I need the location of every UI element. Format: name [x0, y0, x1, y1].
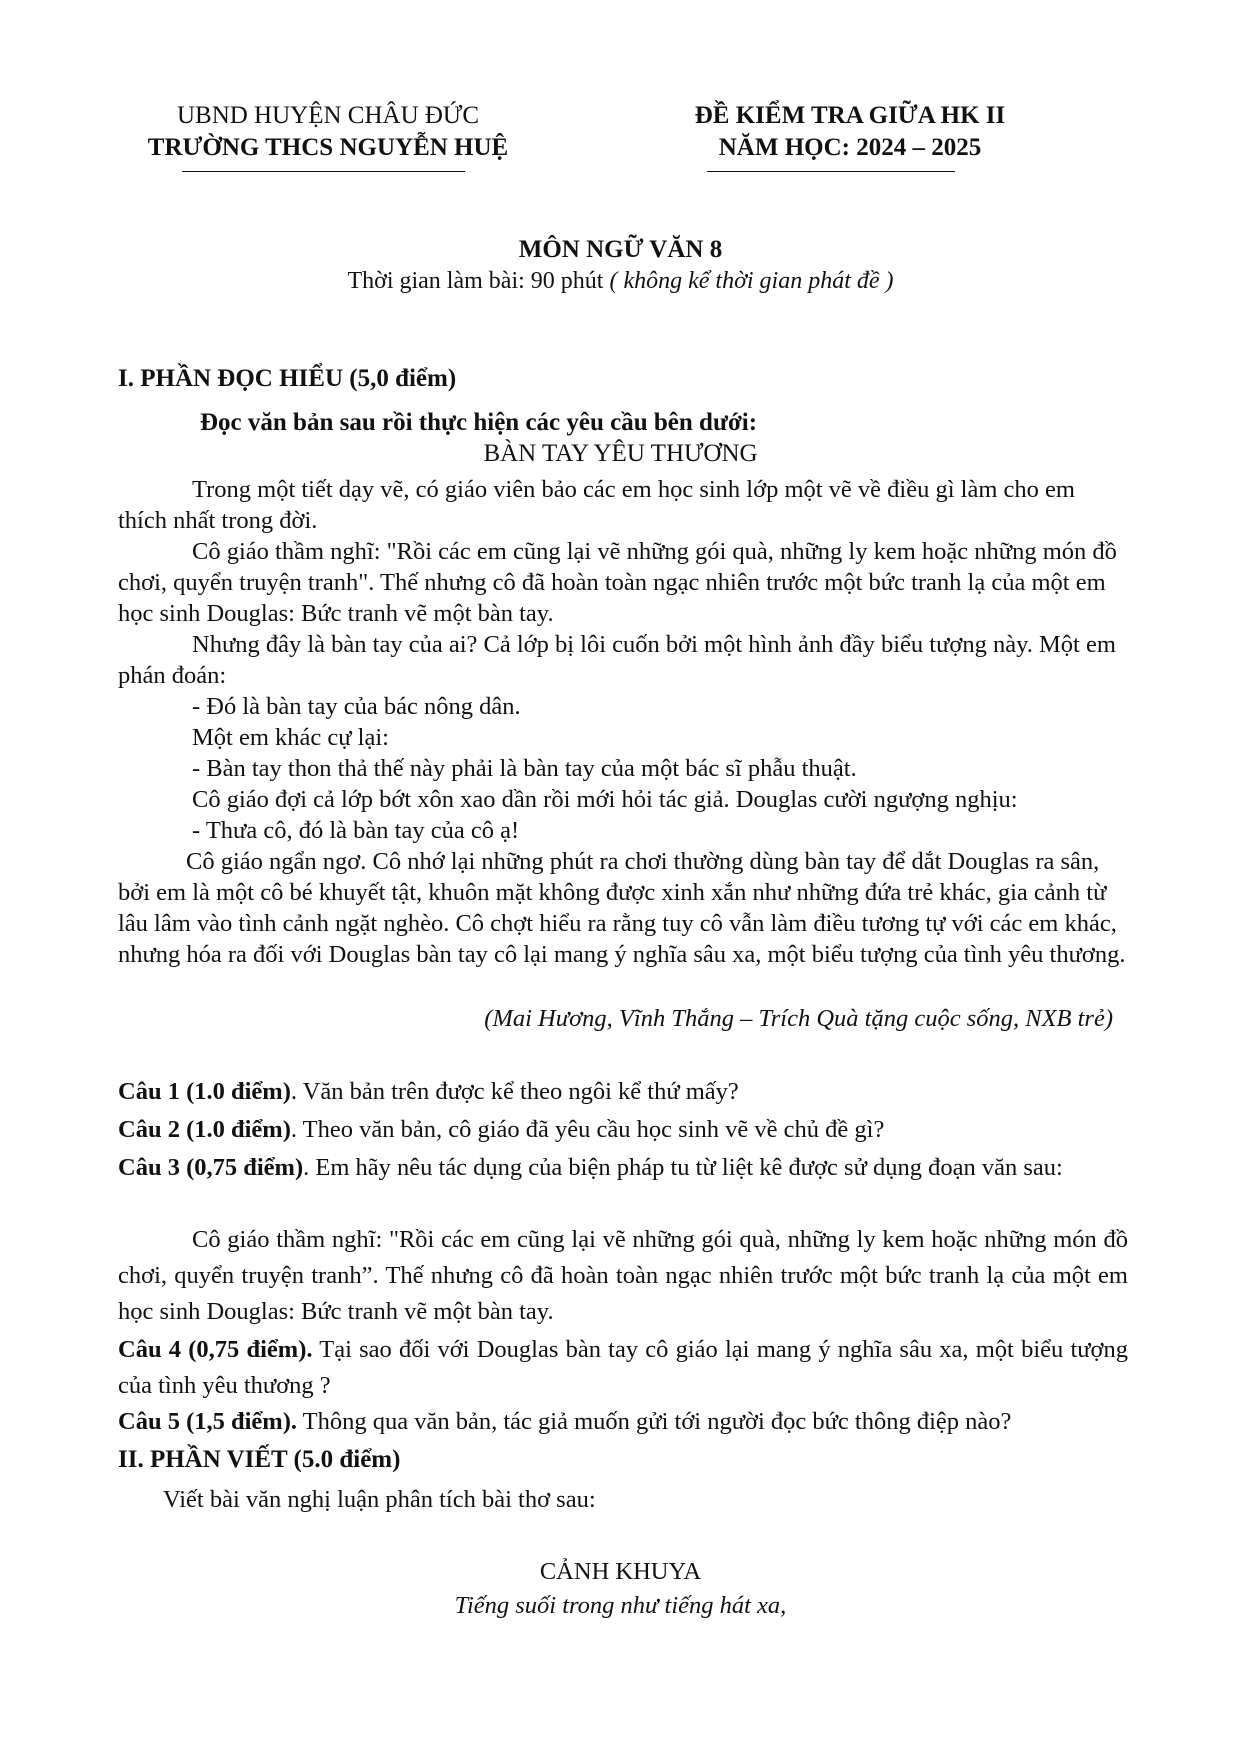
department-name: UBND HUYỆN CHÂU ĐỨC — [176, 102, 480, 129]
exam-underline — [707, 171, 955, 172]
question-2: Câu 2 (1.0 điểm). Theo văn bản, cô giáo đã yêu cầu học sinh vẽ về chủ đề gì? — [118, 1116, 885, 1143]
story-paragraph: Nhưng đây là bàn tay của ai? Cả lớp bị lôi cuốn bởi một hình ảnh đầy biểu tượng này. Một em phán đoán: — [118, 631, 1116, 689]
story-paragraph: Cô giáo đợi cả lớp bớt xôn xao dần rồi mới hỏi tác giả. Douglas cười ngượng nghịu: — [192, 786, 1018, 813]
part2-heading: II. PHẦN VIẾT (5.0 điểm) — [118, 1446, 401, 1473]
story-paragraph: Cô giáo thầm nghĩ: "Rồi các em cũng lại vẽ những gói quà, những ly kem hoặc những món đồ chơi, quyển truyện tranh". Thế nhưng cô đã hoàn toàn ngạc nhiên trước một bức tranh lạ của một em học sinh Douglas: Bức tranh vẽ một bàn tay. — [118, 538, 1117, 627]
text-title: BÀN TAY YÊU THƯƠNG — [483, 440, 758, 467]
question-4: Câu 4 (0,75 điểm). Tại sao đối với Douglas bàn tay cô giáo lại mang ý nghĩa sâu xa, một biểu tượng của tình yêu thương ? — [118, 1336, 1129, 1399]
question-3: Câu 3 (0,75 điểm). Em hãy nêu tác dụng của biện pháp tu từ liệt kê được sử dụng đoạn văn sau: — [118, 1154, 1063, 1181]
school-underline — [182, 171, 465, 172]
exam-title: ĐỀ KIỂM TRA GIỮA HK II — [694, 102, 1006, 129]
story-paragraph: Cô giáo ngẩn ngơ. Cô nhớ lại những phút ra chơi thường dùng bàn tay để dắt Douglas ra sân, bởi em là một cô bé khuyết tật, khuôn mặt không được xinh xắn như những đứa trẻ khác, gia cảnh từ lâu lâm vào tình cảnh ngặt nghèo. Cô chợt hiểu ra rằng tuy cô vẫn làm điều tương tự với các em khác, nhưng hóa ra đối với Douglas bàn tay cô lại mang ý nghĩa sâu xa, một biểu tượng của tình yêu thương. — [118, 848, 1126, 968]
part1-heading: I. PHẦN ĐỌC HIỂU (5,0 điểm) — [118, 365, 457, 392]
story-paragraph: - Thưa cô, đó là bàn tay của cô ạ! — [192, 817, 520, 844]
question-3-quote: Cô giáo thầm nghĩ: "Rồi các em cũng lại vẽ những gói quà, những ly kem hoặc những món đồ chơi, quyển truyện tranh”. Thế nhưng cô đã hoàn toàn ngạc nhiên trước một bức tranh lạ của một em học sinh Douglas: Bức tranh vẽ một bàn tay. — [118, 1226, 1128, 1325]
header-right — [655, 100, 1045, 164]
part2-instruction: Viết bài văn nghị luận phân tích bài thơ sau: — [163, 1486, 596, 1513]
subject-title: MÔN NGỮ VĂN 8 — [518, 236, 723, 263]
school-name: TRƯỜNG THCS NGUYỄN HUỆ — [147, 134, 509, 161]
school-year: NĂM HỌC: 2024 – 2025 — [718, 134, 982, 161]
header-left — [118, 100, 538, 164]
story-paragraph: - Bàn tay thon thả thế này phải là bàn tay của một bác sĩ phẫu thuật. — [192, 755, 857, 782]
story-paragraph: Trong một tiết dạy vẽ, có giáo viên bảo các em học sinh lớp một vẽ về điều gì làm cho em thích nhất trong đời. — [118, 476, 1075, 534]
poem-title: CẢNH KHUYA — [539, 1558, 702, 1585]
poem-line: Tiếng suối trong như tiếng hát xa, — [454, 1592, 787, 1619]
story-source: (Mai Hương, Vĩnh Thắng – Trích Quà tặng cuộc sống, NXB trẻ) — [484, 1005, 1113, 1032]
question-5: Câu 5 (1,5 điểm). Thông qua văn bản, tác giả muốn gửi tới người đọc bức thông điệp nào? — [118, 1408, 1012, 1435]
part1-instruction: Đọc văn bản sau rồi thực hiện các yêu cầu bên dưới: — [200, 409, 758, 436]
time-prefix: Thời gian làm bài: 90 phút — [347, 268, 610, 294]
time-note: ( không kể thời gian phát đề ) — [609, 268, 894, 294]
story-paragraph: - Đó là bàn tay của bác nông dân. — [192, 693, 521, 720]
time-info — [0, 268, 1241, 295]
question-1: Câu 1 (1.0 điểm). Văn bản trên được kể theo ngôi kể thứ mấy? — [118, 1078, 739, 1105]
story-paragraph: Một em khác cự lại: — [192, 724, 389, 751]
